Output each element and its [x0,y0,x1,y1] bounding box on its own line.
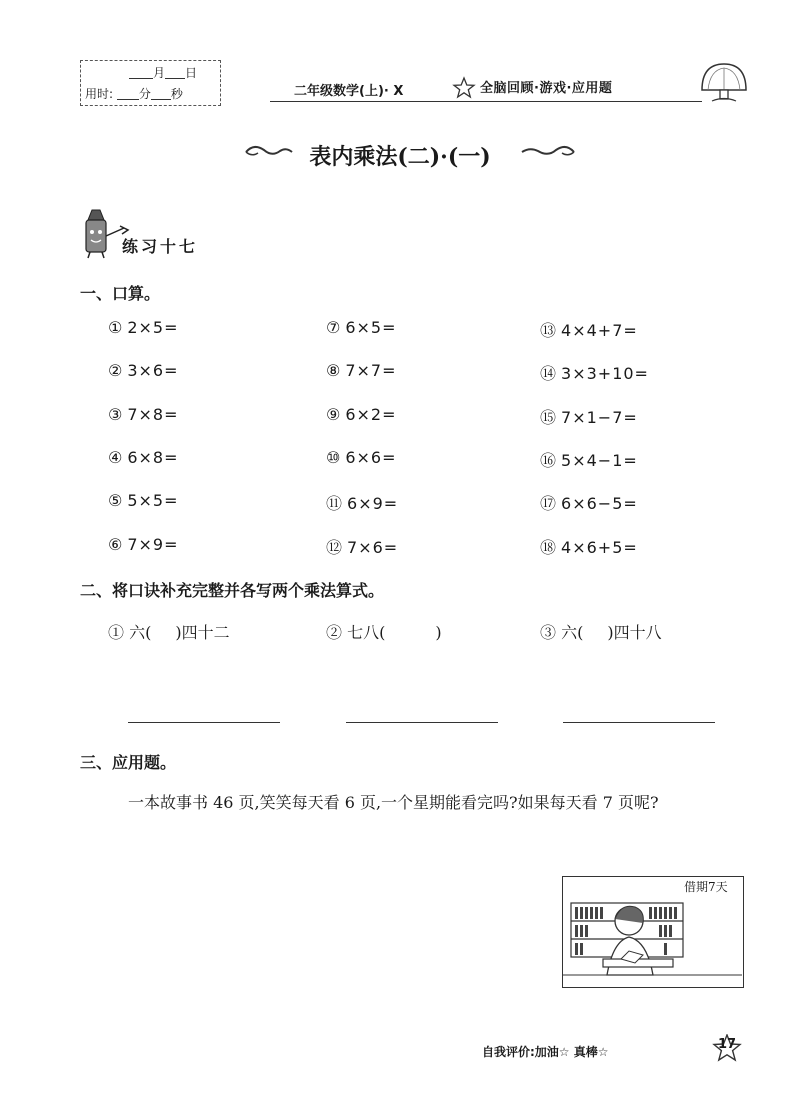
calc-item [540,535,638,558]
calc-item [108,361,179,380]
calc-expression: 3×3+10= [561,364,649,383]
calc-item [326,361,397,380]
calc-expression: 7×8= [127,405,179,424]
calc-expression: 6×6−5= [561,494,638,513]
calc-expression: 4×6+5= [561,538,638,557]
calc-item [540,405,638,428]
calc-number: ① [108,318,124,337]
calc-expression: 7×9= [127,535,179,554]
calc-number: ⑰ [540,494,558,513]
verse-item-prefix: 六( [129,623,152,642]
month-label: 月 [153,66,166,80]
calc-number: ⑨ [326,405,342,424]
calc-item [108,491,179,510]
calc-expression: 6×6= [345,448,397,467]
verse-item-prefix: 七八( [347,623,386,642]
month-blank [129,67,153,79]
calc-item [108,405,179,424]
time-row [85,88,183,100]
section3-heading: 三、应用题。 [80,753,177,772]
header-banner: 全脑回顾·游戏·应用题 [480,81,613,96]
verse-item-1 [108,620,230,643]
calc-expression: 5×5= [127,491,179,510]
verse-item-number: ② [326,623,343,642]
calc-expression: 6×2= [345,405,397,424]
calc-item [108,318,179,337]
header-subtitle: 二年级数学(上)· X [294,84,404,99]
verse-item-prefix: 六( [561,623,584,642]
verse-item-number: ③ [540,623,557,642]
calc-expression: 2×5= [127,318,179,337]
loan-period-caption: 借期7天 [684,880,728,894]
calc-expression: 6×8= [127,448,179,467]
exercise-label: 练习十七 [122,237,199,256]
calc-expression: 7×7= [345,361,397,380]
calc-number: ⑱ [540,538,558,557]
section2-heading: 二、将口诀补充完整并各写两个乘法算式。 [80,581,385,600]
page-title: 表内乘法(二)·(一) [309,144,491,170]
verse-item-suffix: )四十二 [175,623,230,642]
self-evaluation: 自我评价:加油☆ 真棒☆ [482,1045,609,1059]
header-rule [270,101,702,102]
calc-number: ⑬ [540,321,558,340]
verse-item-suffix: ) [435,623,442,642]
calc-item [540,361,649,384]
section1-heading: 一、口算。 [80,284,161,303]
calc-item [326,491,398,514]
calc-number: ⑦ [326,318,342,337]
calc-number: ⑪ [326,494,344,513]
day-label: 日 [185,66,198,80]
calc-item [326,535,398,558]
calc-number: ⑭ [540,364,558,383]
day-blank [165,67,185,79]
second-label: 秒 [170,87,183,101]
calc-expression: 7×6= [347,538,399,557]
verse-item-number: ① [108,623,125,642]
calc-item [108,448,179,467]
calc-number: ⑧ [326,361,342,380]
word-problem-text: 一本故事书 46 页,笑笑每天看 6 页,一个星期能看完吗?如果每天看 7 页呢? [128,793,659,812]
date-time-box [80,60,221,106]
calc-number: ④ [108,448,124,467]
mushroom-fan-icon [698,60,750,104]
minute-label: 分 [138,87,151,101]
calc-expression: 6×5= [345,318,397,337]
calc-number: ⑫ [326,538,344,557]
calc-item [540,448,638,471]
star-icon [452,76,476,100]
page-number: 17 [717,1037,737,1052]
calc-expression: 6×9= [347,494,399,513]
calc-number: ⑯ [540,451,558,470]
calc-number: ⑥ [108,535,124,554]
verse-item-suffix: )四十八 [607,623,662,642]
answer-line-2[interactable] [346,722,498,723]
verse-item-3 [540,620,662,643]
calc-number: ⑤ [108,491,124,510]
calc-item [540,491,638,514]
date-row [129,67,197,79]
second-blank [151,88,171,100]
calc-item [108,535,179,554]
calc-item [326,318,397,337]
answer-line-3[interactable] [563,722,715,723]
calc-number: ⑩ [326,448,342,467]
minute-blank [117,88,139,100]
calc-expression: 5×4−1= [561,451,638,470]
verse-item-2 [326,620,442,643]
calc-number: ⑮ [540,408,558,427]
answer-line-1[interactable] [128,722,280,723]
calc-number: ③ [108,405,124,424]
calc-expression: 7×1−7= [561,408,638,427]
calc-item [326,448,397,467]
time-label: 用时: [85,87,114,101]
calc-number: ② [108,361,124,380]
title-ornament-right-icon [520,141,576,163]
calc-item [326,405,397,424]
calc-expression: 3×6= [127,361,179,380]
calc-item [540,318,638,341]
calc-expression: 4×4+7= [561,321,638,340]
